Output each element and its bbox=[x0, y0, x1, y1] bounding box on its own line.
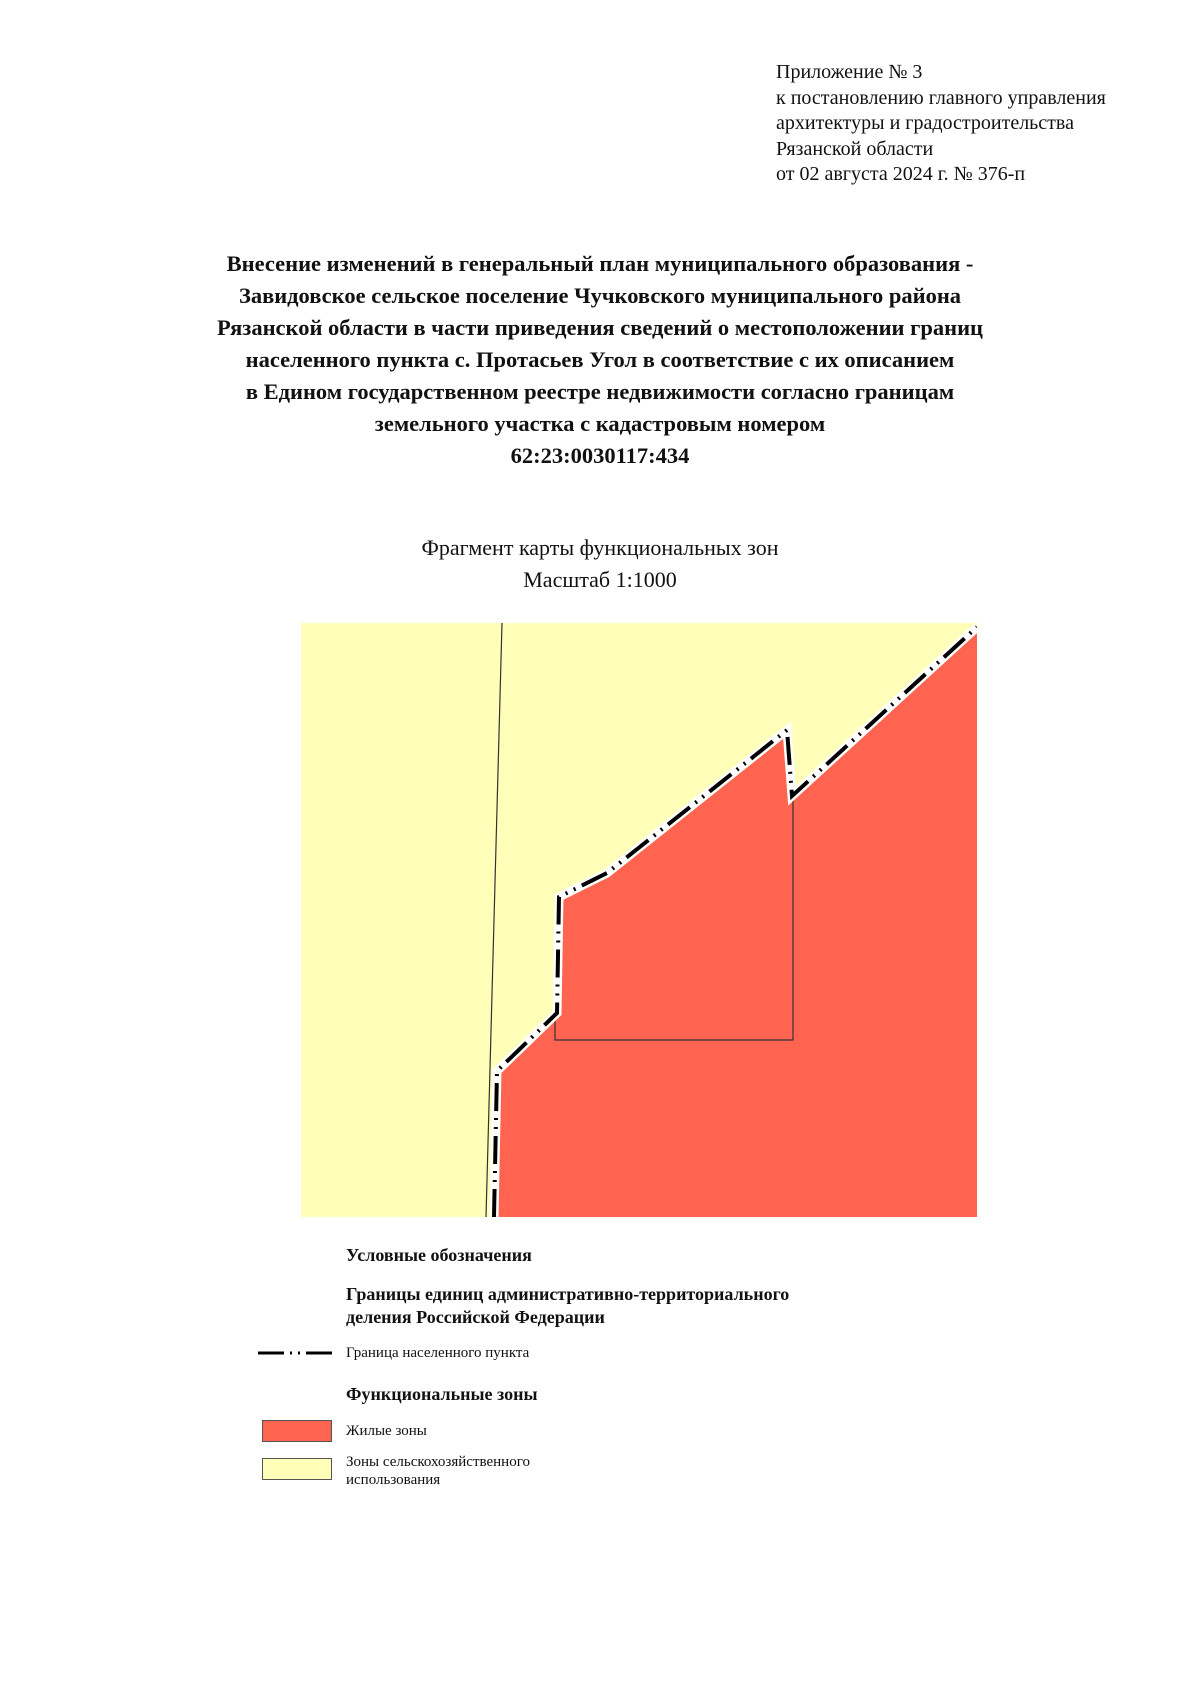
appendix-line: архитектуры и градостроительства bbox=[776, 112, 1074, 134]
map-scale: Масштаб 1:1000 bbox=[523, 567, 677, 592]
legend-admin-section bbox=[346, 1283, 789, 1329]
legend-admin-line: Границы единиц административно-территориального bbox=[346, 1284, 790, 1304]
legend-agricultural-label bbox=[346, 1453, 530, 1489]
title-line: населенного пункта с. Протасьев Угол в соответствие с их описанием bbox=[245, 347, 955, 372]
functional-zones-map bbox=[301, 623, 977, 1217]
map-caption-title: Фрагмент карты функциональных зон bbox=[421, 535, 779, 560]
legend-boundary-label: Граница населенного пункта bbox=[346, 1345, 530, 1361]
residential-zone-swatch bbox=[262, 1420, 332, 1442]
title-line: Рязанской области в части приведения сведений о местоположении границ bbox=[216, 315, 984, 340]
appendix-line: к постановлению главного управления bbox=[776, 86, 1106, 109]
map-canvas bbox=[301, 623, 977, 1217]
title-line: 62:23:0030117:434 bbox=[510, 443, 690, 468]
document-title bbox=[100, 248, 1100, 472]
appendix-line: Рязанской области bbox=[776, 137, 934, 160]
legend-admin-line: деления Российской Федерации bbox=[346, 1307, 605, 1327]
legend-residential-label: Жилые зоны bbox=[346, 1423, 427, 1439]
map-caption bbox=[100, 532, 1100, 596]
legend-agricultural-line: Зоны сельскохозяйственного bbox=[346, 1454, 530, 1470]
title-line: в Едином государственном реестре недвижимости согласно границам bbox=[245, 379, 955, 404]
appendix-line: Приложение № 3 bbox=[776, 61, 923, 83]
appendix-line: от 02 августа 2024 г. № 376-п bbox=[776, 163, 1026, 185]
legend-zones-section: Функциональные зоны bbox=[346, 1384, 538, 1404]
agricultural-zone-swatch bbox=[262, 1458, 332, 1480]
legend-title: Условные обозначения bbox=[346, 1245, 532, 1265]
boundary-line-symbol bbox=[258, 1348, 338, 1358]
appendix-note bbox=[776, 60, 1106, 188]
title-line: Завидовское сельское поселение Чучковского муниципального района bbox=[238, 283, 962, 308]
title-line: земельного участка с кадастровым номером bbox=[374, 411, 826, 436]
title-line: Внесение изменений в генеральный план муниципального образования - bbox=[226, 251, 974, 276]
legend-agricultural-line: использования bbox=[346, 1472, 441, 1488]
